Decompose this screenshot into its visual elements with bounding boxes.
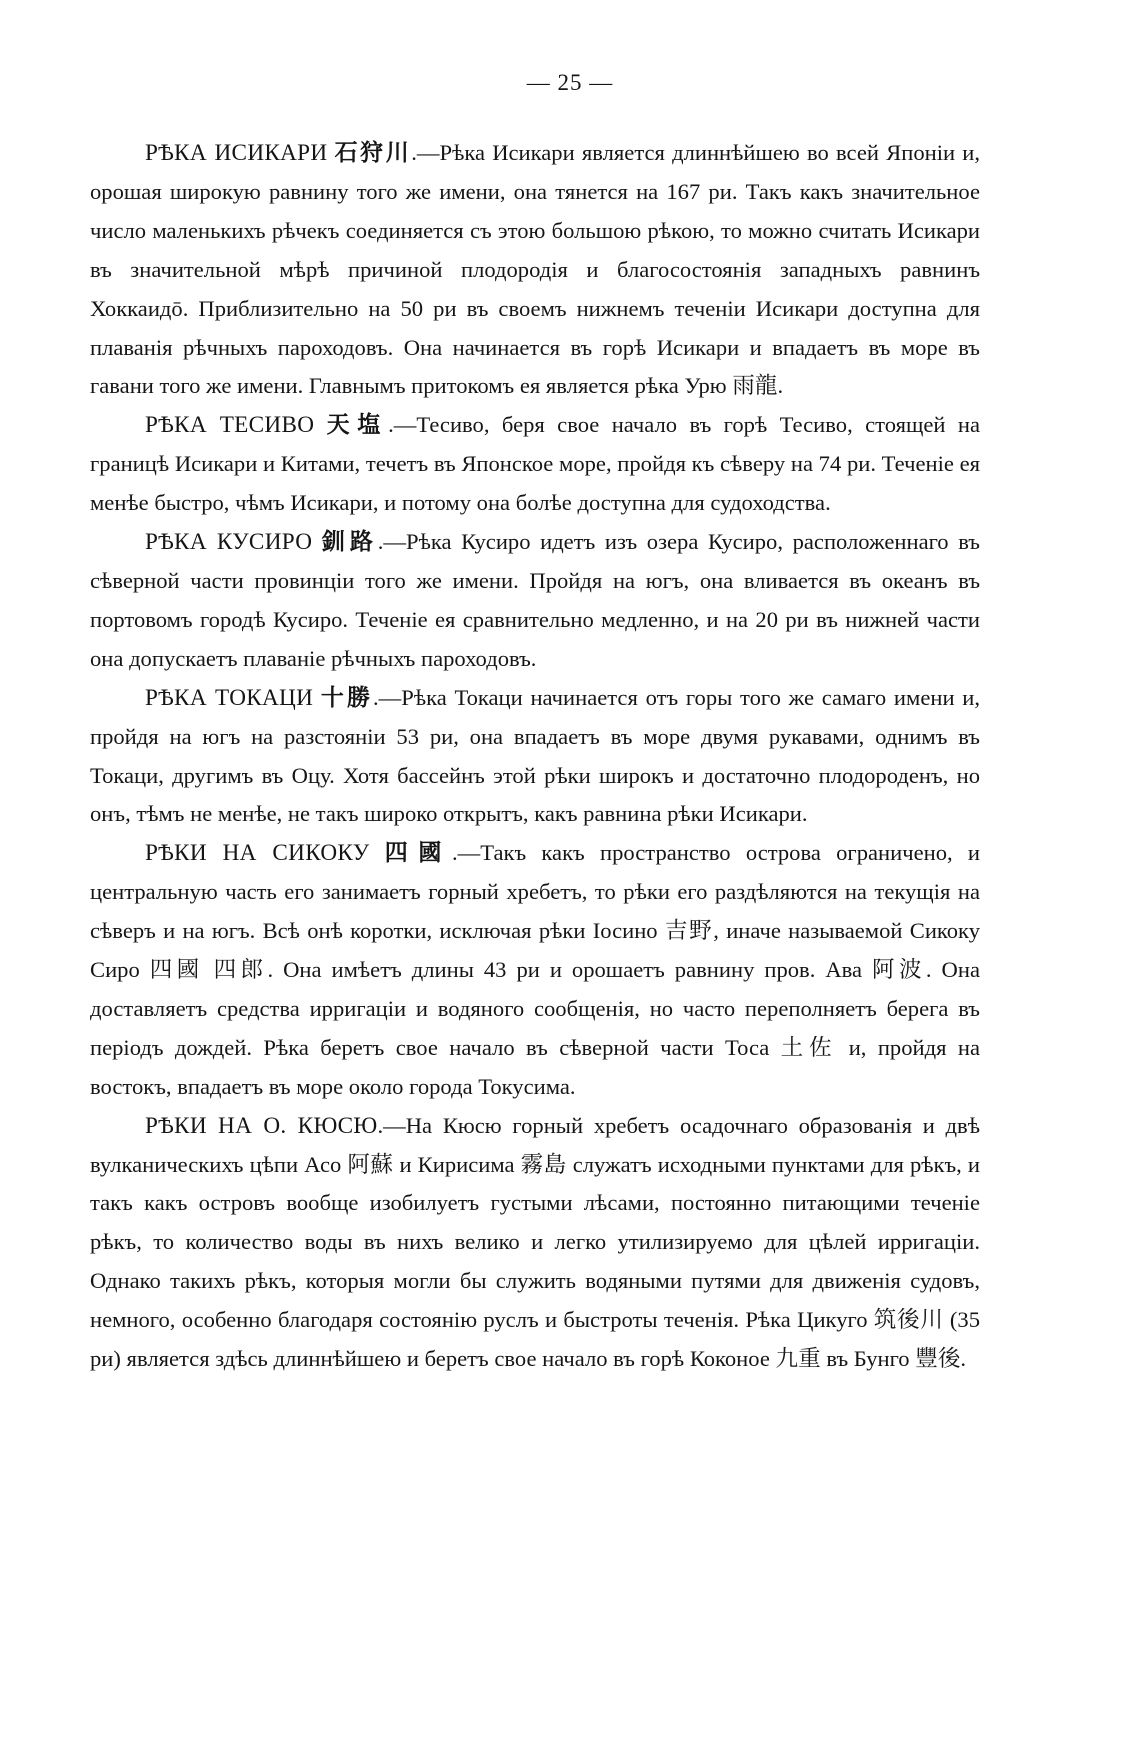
heading-kanji: 天塩	[326, 412, 389, 439]
paragraph-body: .—Рѣка Токаци начинается отъ горы того же самаго имени и, пройдя на югъ на разстояніи 53 ри, она впадаетъ въ море двумя рукавами, однимъ въ Токаци, другимъ въ Оцу. Хотя бассейнъ этой рѣки широкъ и достаточно плодороденъ, но онъ, тѣмъ не менѣе, не такъ широко открытъ, какъ равнина рѣки Исикари.	[90, 684, 980, 827]
heading-kanji: 石狩川	[334, 140, 412, 166]
paragraph-body: .—Рѣка Исикари является длиннѣйшею во всей Японіи и, орошая широкую равнину того же имени, она тянется на 167 ри. Такъ какъ значительное число маленькихъ рѣчекъ соединяется съ этою большою рѣкою, то можно считать Исикари въ значительной мѣрѣ причиной плодородія и благосостоянія западныхъ равнинъ Хоккаидō. Приблизительно на 50 ри въ своемъ нижнемъ теченіи Исикари доступна для плаванія рѣчныхъ пароходовъ. Она начинается въ горѣ Исикари и впадаетъ въ море въ гавани того же имени. Главнымъ притокомъ ея является рѣка Урю 雨龍.	[90, 140, 981, 399]
paragraph-kyushu	[90, 1107, 980, 1379]
paragraph-heading: РѢКИ НА О. КЮСЮ	[145, 1112, 378, 1139]
paragraph-heading: РѢКА КУСИРО	[145, 529, 313, 556]
paragraph-body: .—Тесиво, беря свое начало въ горѣ Тесиво, стоящей на границѣ Исикари и Китами, течетъ въ Японское море, пройдя къ сѣверу на 74 ри. Теченіе ея менѣе быстро, чѣмъ Исикари, и потому она болѣе доступна для судоходства.	[90, 412, 981, 516]
heading-kanji: 四國	[384, 840, 452, 867]
paragraph-heading: РѢКА ИСИКАРИ	[145, 140, 328, 166]
paragraph-body: .—Рѣка Кусиро идетъ изъ озера Кусиро, расположеннаго въ сѣверной части провинціи того же имени. Пройдя на югъ, она вливается въ океанъ въ портовомъ городѣ Кусиро. Теченіе ея сравнительно медленно, и на 20 ри въ нижней части она допускаетъ плаваніе рѣчныхъ пароходовъ.	[90, 529, 980, 671]
paragraph-shikoku	[90, 834, 980, 1106]
page-number: — 25 —	[526, 70, 614, 95]
heading-kanji: 十勝	[320, 684, 374, 711]
paragraph-ishikari	[90, 134, 980, 406]
paragraph-tokachi	[90, 679, 980, 835]
paragraph-teshio	[90, 406, 980, 523]
paragraph-kushiro	[90, 523, 980, 679]
paragraph-heading: РѢКИ НА СИКОКУ	[145, 840, 370, 867]
paragraph-heading: РѢКА ТОКАЦИ	[145, 684, 314, 711]
paragraph-heading: РѢКА ТЕСИВО	[145, 412, 315, 439]
paragraph-body: .—Такъ какъ пространство острова ограничено, и центральную часть его занимаетъ горный хребетъ, то рѣки его раздѣляются на текущія на сѣверъ и на югъ. Всѣ онѣ коротки, исключая рѣки Іосино 吉野, иначе называемой Сикоку Сиро 四國 四郎. Она имѣетъ длины 43 ри и орошаетъ равнину пров. Ава 阿波. Она доставляетъ средства ирригаціи и водяного сообщенія, но часто переполняетъ берега въ періодъ дождей. Рѣка беретъ свое начало въ сѣверной части Тоса 土佐 и, пройдя на востокъ, впадаетъ въ море около города Токусима.	[90, 840, 980, 1099]
heading-kanji: 釧路	[321, 529, 378, 556]
paragraph-body: .—На Кюсю горный хребетъ осадочнаго образованія и двѣ вулканическихъ цѣпи Асо 阿蘇 и Киpисима 霧島 служатъ исходными пунктами для рѣкъ, и такъ какъ островъ вообще изобилуетъ густыми лѣсами, постоянно питающими теченіе рѣкъ, то количество воды въ нихъ велико и легко утилизируемо для цѣлей ирригаціи. Однако такихъ рѣкъ, которыя могли бы служить водяными путями для движенія судовъ, немного, особенно благодаря состоянію руслъ и быстроты теченія. Рѣка Цикуго 筑後川 (35 ри) является здѣсь длиннѣйшею и беретъ свое начало въ горѣ Коконое 九重 въ Бунго 豐後.	[90, 1112, 980, 1372]
body-text	[90, 134, 980, 1379]
